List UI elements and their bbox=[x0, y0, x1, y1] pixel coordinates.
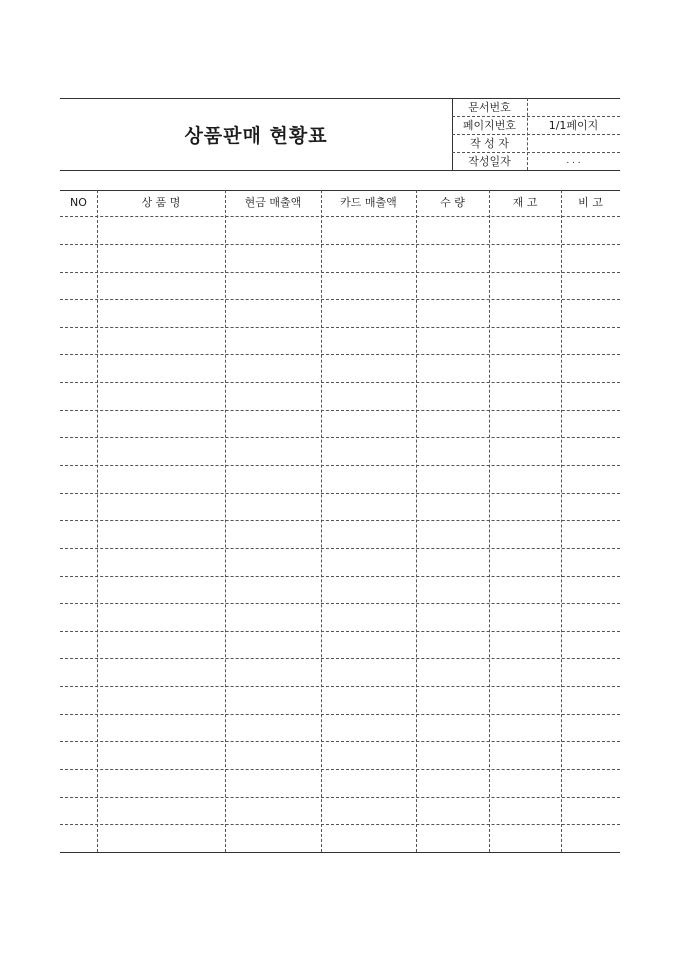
meta-value-author bbox=[527, 135, 620, 152]
header-row-separator bbox=[60, 216, 620, 217]
table-row-separator bbox=[60, 299, 620, 300]
meta-label-doc-number: 문서번호 bbox=[468, 101, 511, 114]
column-header-stock: 재 고 bbox=[512, 196, 538, 209]
column-header-card-sales: 카드 매출액 bbox=[340, 196, 397, 209]
meta-label-date: 작성일자 bbox=[468, 155, 511, 168]
table-row-separator bbox=[60, 354, 620, 355]
meta-label-author: 작 성 자 bbox=[470, 137, 509, 150]
meta-value-doc-number bbox=[527, 99, 620, 116]
table-row-separator bbox=[60, 769, 620, 770]
column-separator bbox=[97, 190, 98, 852]
table-row-separator bbox=[60, 548, 620, 549]
table-row-separator bbox=[60, 520, 620, 521]
column-separator bbox=[416, 190, 417, 852]
table-row-separator bbox=[60, 410, 620, 411]
table-row-separator bbox=[60, 631, 620, 632]
table-bottom-border bbox=[60, 852, 620, 853]
table-row-separator bbox=[60, 244, 620, 245]
column-header-quantity: 수 량 bbox=[440, 196, 465, 209]
column-separator bbox=[561, 190, 562, 852]
table-row-separator bbox=[60, 272, 620, 273]
table-row-separator bbox=[60, 327, 620, 328]
table-row-separator bbox=[60, 603, 620, 604]
table-row-separator bbox=[60, 437, 620, 438]
meta-value-page-number: 1/1페이지 bbox=[548, 119, 599, 132]
header-bottom-border bbox=[60, 170, 620, 171]
column-separator bbox=[321, 190, 322, 852]
column-header-product-name: 상 품 명 bbox=[141, 196, 181, 209]
table-row-separator bbox=[60, 686, 620, 687]
table-row-separator bbox=[60, 658, 620, 659]
column-header-cash-sales: 현금 매출액 bbox=[244, 196, 302, 209]
table-row-separator bbox=[60, 714, 620, 715]
column-separator bbox=[489, 190, 490, 852]
table-row-separator bbox=[60, 465, 620, 466]
column-separator bbox=[225, 190, 226, 852]
table-row-separator bbox=[60, 493, 620, 494]
table-row-separator bbox=[60, 741, 620, 742]
document-title: 상품판매 현황표 bbox=[184, 124, 328, 147]
table-row-separator bbox=[60, 382, 620, 383]
table-row-separator bbox=[60, 824, 620, 825]
table-row-separator bbox=[60, 797, 620, 798]
column-header-no: NO bbox=[70, 196, 87, 209]
table-row-separator bbox=[60, 576, 620, 577]
meta-value-date: . . . bbox=[566, 156, 581, 166]
column-header-remarks: 비 고 bbox=[578, 196, 603, 209]
meta-label-page-number: 페이지번호 bbox=[462, 119, 517, 132]
